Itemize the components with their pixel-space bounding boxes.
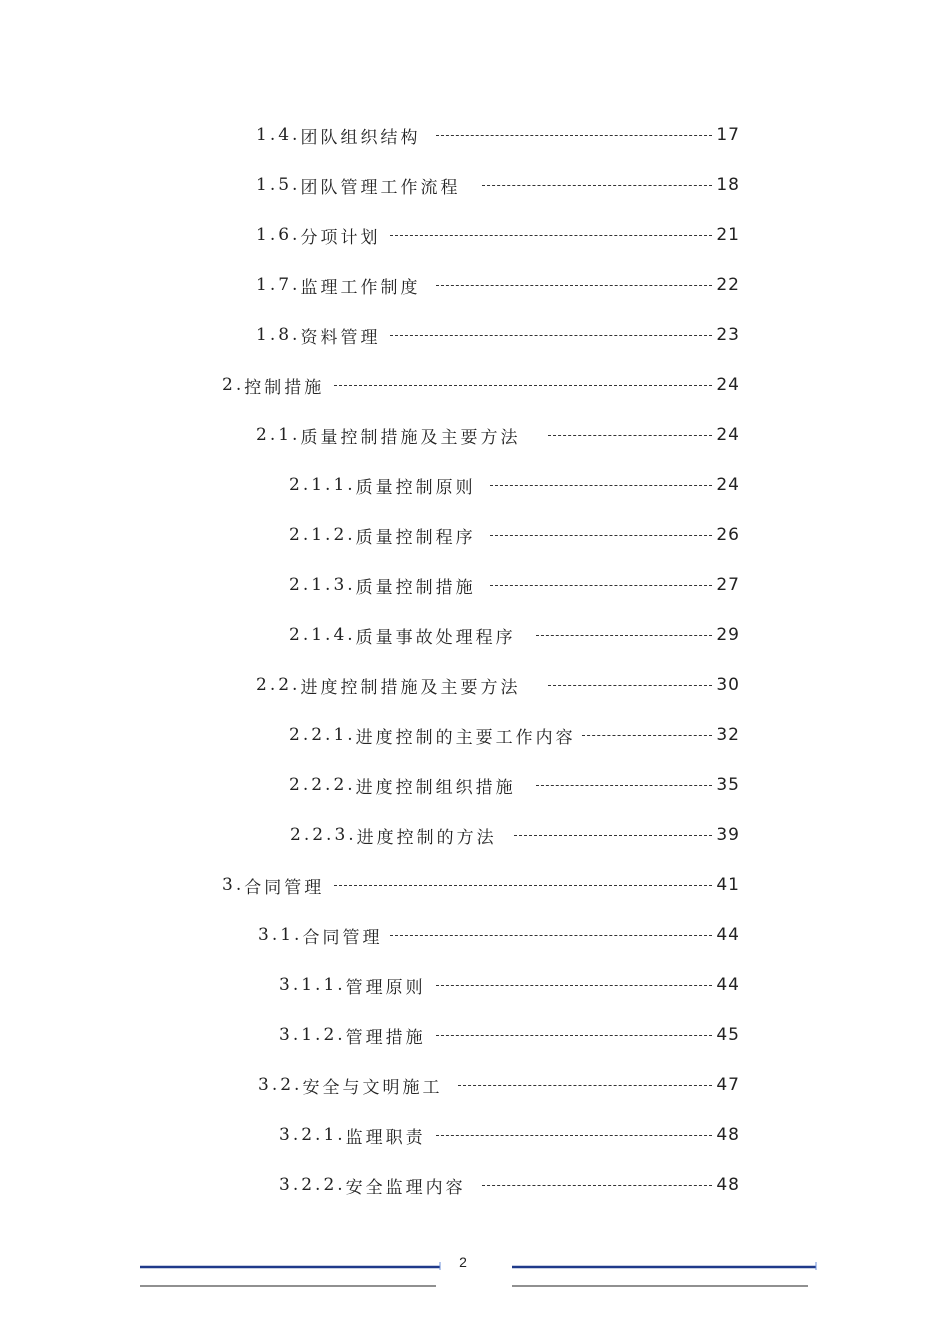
leader-dash-line <box>334 385 712 386</box>
toc-entry-number: 1.8. <box>256 325 301 345</box>
leader-dash-line <box>436 1035 712 1036</box>
toc-entry-leader <box>490 472 740 498</box>
toc-entry-number: 1.4. <box>256 125 301 145</box>
leader-dash-line <box>436 285 712 286</box>
leader-dash-line <box>436 985 712 986</box>
leader-dash-line <box>436 1135 712 1136</box>
toc-entry-title: 合同管理 <box>302 927 383 948</box>
leader-dash-line <box>548 685 712 686</box>
toc-entry-number: 2.1.1. <box>289 475 356 495</box>
toc-entry[interactable] <box>256 422 520 448</box>
toc-entry-title: 质量控制原则 <box>355 477 476 498</box>
toc-entry-page-number: 18 <box>716 175 740 195</box>
toc-entry[interactable] <box>258 1072 442 1098</box>
toc-entry-leader <box>390 922 740 948</box>
toc-entry-title: 合同管理 <box>244 877 325 898</box>
toc-entry-leader <box>334 872 740 898</box>
toc-entry-title: 监理工作制度 <box>300 277 421 298</box>
toc-entry-page-number: 44 <box>716 925 740 945</box>
leader-dash-line <box>548 435 712 436</box>
toc-entry-number: 2.1.2. <box>289 525 356 545</box>
toc-entry-title: 分项计划 <box>300 227 381 248</box>
leader-dash-line <box>490 535 712 536</box>
toc-entry-page-number: 41 <box>716 875 740 895</box>
toc-entry-page-number: 29 <box>716 625 740 645</box>
toc-entry-number: 1.7. <box>256 275 301 295</box>
toc-entry-number: 2.2. <box>256 675 301 695</box>
toc-entry-number: 1.5. <box>256 175 301 195</box>
toc-entry-leader <box>514 822 740 848</box>
toc-entry-leader <box>390 322 740 348</box>
toc-entry[interactable] <box>289 472 476 498</box>
leader-dash-line <box>390 335 712 336</box>
toc-entry-number: 2. <box>222 375 245 395</box>
toc-entry[interactable] <box>289 622 516 648</box>
toc-entry[interactable] <box>258 922 382 948</box>
leader-dash-line <box>390 935 712 936</box>
toc-entry-page-number: 30 <box>716 675 740 695</box>
toc-entry-title: 质量控制程序 <box>355 527 476 548</box>
toc-entry[interactable] <box>256 322 380 348</box>
toc-entry-number: 3.2. <box>258 1075 303 1095</box>
toc-entry-title: 质量控制措施 <box>355 577 476 598</box>
leader-dash-line <box>582 735 712 736</box>
toc-entry-title: 质量控制措施及主要方法 <box>300 427 521 448</box>
toc-entry-title: 安全监理内容 <box>345 1177 466 1198</box>
toc-entry[interactable] <box>256 222 380 248</box>
toc-entry-title: 监理职责 <box>345 1127 426 1148</box>
toc-entry[interactable] <box>256 122 420 148</box>
toc-entry-page-number: 27 <box>716 575 740 595</box>
toc-entry-page-number: 24 <box>716 425 740 445</box>
toc-entry[interactable] <box>222 872 324 898</box>
toc-entry[interactable] <box>279 972 426 998</box>
toc-entry-page-number: 44 <box>716 975 740 995</box>
toc-entry-leader <box>334 372 740 398</box>
toc-entry-title: 进度控制的主要工作内容 <box>355 727 576 748</box>
toc-entry[interactable] <box>256 272 420 298</box>
toc-entry-page-number: 32 <box>716 725 740 745</box>
toc-entry-title: 团队管理工作流程 <box>300 177 461 198</box>
toc-entry-leader <box>482 1172 740 1198</box>
toc-entry-title: 资料管理 <box>300 327 381 348</box>
toc-entry-number: 2.1.3. <box>289 575 356 595</box>
toc-entry-page-number: 45 <box>716 1025 740 1045</box>
toc-entry-page-number: 35 <box>716 775 740 795</box>
toc-entry-number: 2.2.2. <box>289 775 356 795</box>
toc-entry-title: 进度控制的方法 <box>356 827 497 848</box>
leader-dash-line <box>482 1185 712 1186</box>
toc-entry[interactable] <box>289 572 476 598</box>
leader-dash-line <box>514 835 712 836</box>
leader-dash-line <box>390 235 712 236</box>
toc-entry-leader <box>436 122 740 148</box>
toc-entry-title: 管理措施 <box>345 1027 426 1048</box>
leader-dash-line <box>490 585 712 586</box>
toc-entry-page-number: 48 <box>716 1175 740 1195</box>
toc-entry[interactable] <box>256 672 520 698</box>
toc-entry[interactable] <box>279 1022 426 1048</box>
toc-entry-number: 3.1.2. <box>279 1025 346 1045</box>
toc-entry-title: 质量事故处理程序 <box>355 627 516 648</box>
toc-entry-number: 2.1. <box>256 425 301 445</box>
toc-entry-page-number: 23 <box>716 325 740 345</box>
toc-entry-title: 管理原则 <box>345 977 426 998</box>
toc-entry-number: 1.6. <box>256 225 301 245</box>
toc-entry-page-number: 47 <box>716 1075 740 1095</box>
toc-entry-leader <box>582 722 740 748</box>
toc-entry[interactable] <box>222 372 324 398</box>
toc-entry[interactable] <box>279 1172 466 1198</box>
toc-entry-title: 安全与文明施工 <box>302 1077 443 1098</box>
toc-entry-number: 3. <box>222 875 245 895</box>
leader-dash-line <box>334 885 712 886</box>
toc-entry-title: 进度控制措施及主要方法 <box>300 677 521 698</box>
toc-entry-number: 3.1. <box>258 925 303 945</box>
toc-entry-page-number: 48 <box>716 1125 740 1145</box>
toc-entry-page-number: 24 <box>716 375 740 395</box>
toc-entry-number: 2.2.1. <box>289 725 356 745</box>
leader-dash-line <box>436 135 712 136</box>
toc-entry[interactable] <box>289 772 516 798</box>
toc-entry[interactable] <box>289 722 576 748</box>
toc-entry-number: 3.2.1. <box>279 1125 346 1145</box>
toc-entry[interactable] <box>256 172 460 198</box>
toc-entry-page-number: 21 <box>716 225 740 245</box>
toc-entry-leader <box>536 772 740 798</box>
toc-entry-title: 进度控制组织措施 <box>355 777 516 798</box>
toc-entry-leader <box>548 422 740 448</box>
leader-dash-line <box>536 785 712 786</box>
toc-entry-title: 控制措施 <box>244 377 325 398</box>
toc-entry-page-number: 39 <box>716 825 740 845</box>
toc-entry[interactable] <box>279 1122 426 1148</box>
toc-entry-page-number: 26 <box>716 525 740 545</box>
toc-entry-page-number: 17 <box>716 125 740 145</box>
toc-entry-title: 团队组织结构 <box>300 127 421 148</box>
footer-page-number: 2 <box>459 1254 467 1270</box>
toc-entry-number: 3.1.1. <box>279 975 346 995</box>
toc-entry-leader <box>490 572 740 598</box>
toc-entry-leader <box>436 972 740 998</box>
toc-entry-leader <box>436 272 740 298</box>
toc-entry-number: 2.1.4. <box>289 625 356 645</box>
toc-entry-leader <box>458 1072 740 1098</box>
toc-entry-page-number: 22 <box>716 275 740 295</box>
leader-dash-line <box>536 635 712 636</box>
leader-dash-line <box>458 1085 712 1086</box>
toc-entry-page-number: 24 <box>716 475 740 495</box>
toc-entry[interactable] <box>290 822 497 848</box>
toc-entry-leader <box>436 1122 740 1148</box>
toc-entry-leader <box>482 172 740 198</box>
toc-entry-number: 3.2.2. <box>279 1175 346 1195</box>
toc-entry-leader <box>490 522 740 548</box>
toc-entry-leader <box>436 1022 740 1048</box>
toc-entry[interactable] <box>289 522 476 548</box>
leader-dash-line <box>490 485 712 486</box>
toc-entry-leader <box>536 622 740 648</box>
toc-entry-leader <box>390 222 740 248</box>
toc-entry-number: 2.2.3. <box>290 825 357 845</box>
toc-entry-leader <box>548 672 740 698</box>
leader-dash-line <box>482 185 712 186</box>
